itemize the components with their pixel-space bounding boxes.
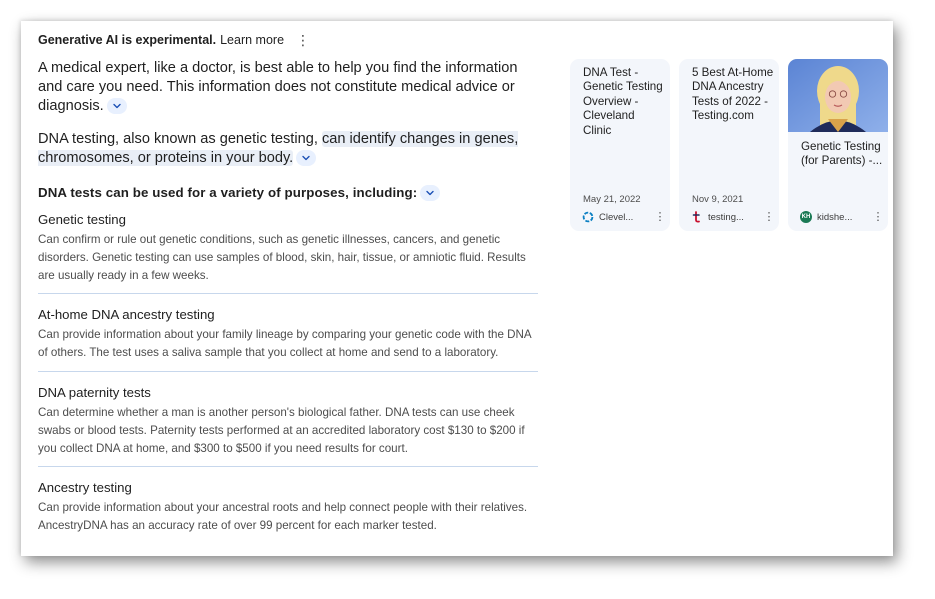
ai-header	[38, 31, 310, 49]
source-cards	[570, 59, 888, 231]
disclaimer-text: A medical expert, like a doctor, is best able to help you find the information and care you need. This information does not constitute medical advice or diagnosis.	[38, 60, 518, 114]
source-card-cleveland-clinic[interactable]	[570, 59, 670, 231]
card-source-name: Clevel...	[599, 211, 634, 223]
overview-content	[38, 59, 538, 544]
card-date: Nov 9, 2021	[692, 194, 744, 205]
list-item	[38, 306, 538, 372]
card-title: 5 Best At-Home DNA Ancestry Tests of 2022 - Testing.com	[692, 66, 774, 123]
definition-prefix: DNA testing, also known as genetic testing,	[38, 131, 322, 147]
card-source	[800, 210, 885, 224]
item-description: Can confirm or rule out genetic conditions, such as genetic illnesses, cancers, and genetic disorders. Genetic testing can use samples of blood, skin, hair, tissue, or amniotic fluid. Results are usually ready in a few weeks.	[38, 233, 526, 282]
chevron-down-icon	[425, 188, 435, 198]
card-source	[582, 210, 667, 224]
cleveland-clinic-icon	[582, 211, 594, 223]
learn-more-link[interactable]: Learn more	[220, 33, 285, 47]
kidshealth-icon: KH	[800, 211, 812, 223]
expand-disclaimer-button[interactable]	[107, 98, 127, 114]
card-date: May 21, 2022	[583, 194, 641, 205]
testing-com-icon	[691, 211, 703, 223]
item-description: Can determine whether a man is another person's biological father. DNA tests can use cheek swabs or blood tests. Paternity tests performed at an accredited laboratory cost $130 to $200 if you collect DNA at home, and $300 to $500 if you need results for court.	[38, 405, 525, 455]
expand-purposes-button[interactable]	[420, 185, 440, 201]
item-title: Genetic testing	[38, 212, 126, 227]
source-card-testing-com[interactable]	[679, 59, 779, 231]
definition-paragraph	[38, 130, 538, 168]
purposes-subheading	[38, 184, 538, 202]
card-source-name: testing...	[708, 211, 744, 223]
source-card-kidshealth[interactable]	[788, 59, 888, 231]
chevron-down-icon	[301, 153, 311, 163]
list-item	[38, 479, 538, 544]
video-thumbnail	[788, 59, 888, 132]
card-options-icon[interactable]: ⋮	[872, 211, 884, 223]
card-source	[691, 210, 776, 224]
disclaimer-paragraph	[38, 59, 538, 116]
expand-definition-button[interactable]	[296, 150, 316, 166]
experimental-label: Generative AI is experimental.	[38, 33, 217, 47]
card-source-name: kidshe...	[817, 211, 853, 223]
more-options-icon[interactable]: ⋮	[296, 32, 311, 48]
subheading-text: DNA tests can be used for a variety of purposes, including:	[38, 185, 418, 200]
item-title: At-home DNA ancestry testing	[38, 307, 215, 323]
card-title: DNA Test - Genetic Testing Overview - Cleveland Clinic	[583, 66, 663, 137]
card-title: Genetic Testing (for Parents) -...	[801, 140, 883, 168]
card-options-icon[interactable]: ⋮	[763, 211, 775, 223]
item-description: Can provide information about your family lineage by comparing your genetic code with the DNA of others. The test uses a saliva sample that you collect at home and send to a laboratory.	[38, 328, 532, 360]
item-description: Can provide information about your ancestral roots and help connect people with their relatives. AncestryDNA has an accuracy rate of over 99 percent for each marker tested.	[38, 501, 528, 533]
list-item	[38, 211, 538, 294]
list-item	[38, 384, 538, 467]
card-options-icon[interactable]: ⋮	[654, 211, 666, 223]
chevron-down-icon	[112, 101, 122, 111]
definition-highlight: can identify changes in genes, chromosomes, or proteins in your body.	[38, 131, 519, 166]
item-title: Ancestry testing	[38, 480, 132, 496]
ai-overview-panel	[21, 21, 893, 556]
item-title: DNA paternity tests	[38, 384, 151, 400]
